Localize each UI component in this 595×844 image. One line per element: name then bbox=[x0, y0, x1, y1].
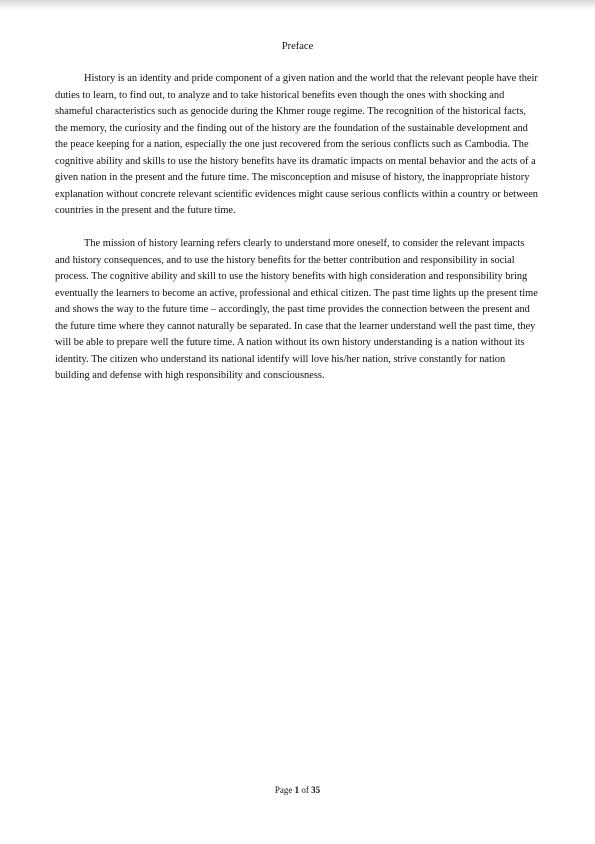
page-top-shadow bbox=[0, 0, 595, 10]
of-word: of bbox=[301, 785, 309, 795]
paragraph-1: History is an identity and pride component of a given nation and the world that the relevant people have their duties to learn, to find out, to analyze and to take historical benefits even though the ones with shocking and shameful characteristics such as genocide during the Khmer rouge regime. The recognition of the historical facts, the memory, the curiosity and the finding out of the history are the foundation of the sustainable development and the peace keeping for a nation, especially the one just recovered from the serious conflicts such as Cambodia. The cognitive ability and skills to use the history benefits have its dramatic impacts on mental behavior and the acts of a given nation in the present and the future time. The misconception and misuse of history, the inappropriate history explanation without concrete relevant scientific evidences might cause serious conflicts within a country or between countries in the present and the future time. bbox=[55, 73, 538, 216]
paragraph-2: The mission of history learning refers clearly to understand more oneself, to consider the relevant impacts and history consequences, and to use the history benefits for the better contribution and responsibility in social process. The cognitive ability and skill to use the history benefits with high consideration and responsibility bring eventually the learners to become an active, professional and ethical citizen. The past time lights up the present time and shows the way to the future time – accordingly, the past time provides the connection between the present and the future time where they cannot naturally be separated. In case that the learner understand well the past time, they will be able to prepare well the future time. A nation without its own history understanding is a nation without its identity. The citizen who understand its national identify will love his/her nation, strive constantly for nation building and defense with high responsibility and consciousness. bbox=[55, 238, 538, 381]
page-title: Preface bbox=[281, 41, 314, 52]
page-number-footer bbox=[0, 785, 595, 795]
total-pages-number: 35 bbox=[311, 785, 321, 795]
page-word: Page bbox=[274, 785, 293, 795]
document-body bbox=[55, 71, 541, 401]
current-page-number: 1 bbox=[294, 785, 300, 795]
